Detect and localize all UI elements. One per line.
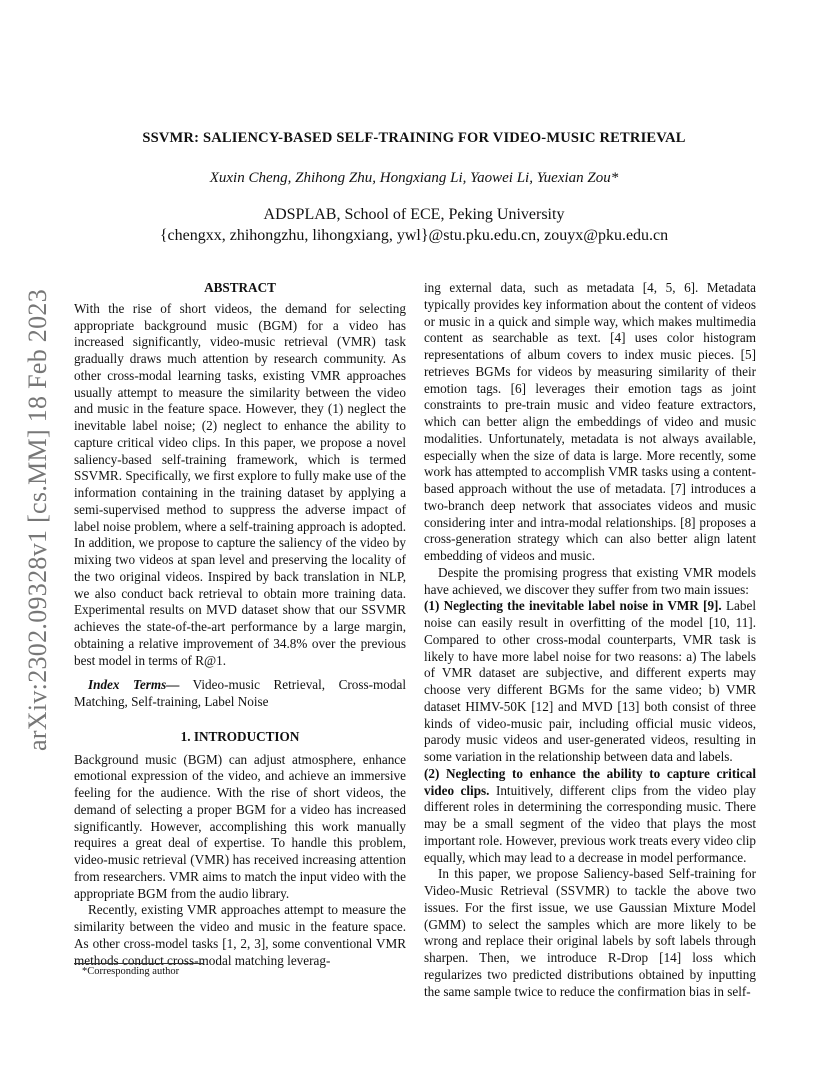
emails: {chengxx, zhihongzhu, lihongxiang, ywl}@stu.pku.edu.cn, zouyx@pku.edu.cn <box>159 227 669 244</box>
arxiv-stamp: arXiv:2302.09328v1 [cs.MM] 18 Feb 2023 <box>23 288 52 752</box>
affiliation: ADSPLAB, School of ECE, Peking University <box>263 206 565 223</box>
issue-2-title: (2) Neglecting to enhance the ability to capture critical video clips. <box>424 765 756 798</box>
abstract-heading: ABSTRACT <box>204 280 276 295</box>
left-column <box>74 280 406 969</box>
issue-1-text: Label noise can easily result in overfitting of the model [10, 11]. Compared to other cross-modal counterparts, VMR task is likely to have more label noise for two reasons: a) The labels of VMR dataset are subjective, and different experts may choose very different BGMs for the same video; b) VMR dataset HIMV-50K [12] and MVD [13] both consist of three kinds of video-music pair, including official music videos, parody music videos and user-generated videos, resulting in some variation in the relationship between data and labels. <box>424 598 756 764</box>
issue-1-title: (1) Neglecting the inevitable label noise in VMR [9]. <box>424 598 722 614</box>
right-paragraph-3: In this paper, we propose Saliency-based Self-training for Video-Music Retrieval (SSVMR) to tackle the above two issues. For the first issue, we use Gaussian Mixture Model (GMM) to select the samples which are more likely to be wrong and replace their original labels by soft labels through sharpen. Then, we introduce R-Drop [14] loss which regularizes two predicted distributions obtained by inputting the same sample twice to reduce the confirmation bias in self- <box>424 866 756 999</box>
index-terms <box>74 677 406 711</box>
right-column <box>424 280 756 1000</box>
abstract-text: With the rise of short videos, the demand for selecting appropriate background music (BGM) for a video has increased significantly, video-music retrieval (VMR) task gradually draws much attention by research community. As other cross-modal learning tasks, existing VMR approaches usually attempt to measure the similarity between the video and music in the feature space. However, they (1) neglect the inevitable label noise; (2) neglect to enhance the ability to capture critical video clips. In this paper, we propose a novel saliency-based self-training framework, which is termed SSVMR. Specifically, we first explore to fully make use of the information containing in the training dataset by applying a semi-supervised method to suppress the adverse impact of label noise problem, where a self-training approach is adopted. In addition, we propose to capture the saliency of the video by mixing two videos at span level and preserving the locality of the two original videos. Inspired by back translation in NLP, we also conduct back retrieval to obtain more training data. Experimental results on MVD dataset show that our SSVMR achieves the state-of-the-art performance by a large margin, obtaining a relative improvement of 34.8% over the previous best model in terms of R@1. <box>74 300 406 668</box>
right-paragraph-1: ing external data, such as metadata [4, 5, 6]. Metadata typically provides key information about the content of videos or music in a quick and simple way, which makes multimedia content as searchable as text. [4] uses color histogram representations of album covers to index music pieces. [5] retrieves BGMs for videos by measuring similarity of their emotion tags. [6] leverages their emotion tags as joint constraints to pre-train music and video feature extractors, which can better align the embeddings of video and music modalities. Unfortunately, metadata is not always available, especially when the size of data is large. More recently, some work has attempted to accomplish VMR tasks using a content-based approach without the use of metadata. [7] introduces a two-branch deep network that associates videos and music considering inter and intra-modal relationships. [8] proposes a cross-generation strategy which can also better align latent embedding of videos and music. <box>424 280 756 563</box>
index-terms-text: Video-music Retrieval, Cross-modal Matching, Self-training, Label Noise <box>74 677 406 709</box>
issue-2 <box>424 766 756 867</box>
footnote: *Corresponding author <box>82 966 180 977</box>
authors: Xuxin Cheng, Zhihong Zhu, Hongxiang Li, Yaowei Li, Yuexian Zou* <box>209 170 619 186</box>
issue-2-text: Intuitively, different clips from the video play different roles in determining the corresponding music. There may be a small segment of the video that plays the most important role. However, previous work treats every video clip equally, which may lead to a decrease in model performance. <box>424 782 756 865</box>
intro-paragraph-1: Background music (BGM) can adjust atmosphere, enhance emotional expression of the video, and achieve an immersive feeling for the audience. With the rise of short videos, the demand of selecting a proper BGM for a video has increased significantly. However, accomplishing this work manually requires a great deal of expertise. To handle this problem, video-music retrieval (VMR) has received increasing attention from researchers. VMR aims to match the input video with the appropriate BGM from the audio library. <box>74 751 406 901</box>
right-paragraph-2: Despite the promising progress that existing VMR models have achieved, we discover they suffer from two main issues: <box>424 564 756 597</box>
paper-title: SSVMR: SALIENCY-BASED SELF-TRAINING FOR VIDEO-MUSIC RETRIEVAL <box>142 130 686 146</box>
issue-1 <box>424 598 756 766</box>
index-terms-label: Index Terms— <box>88 677 180 693</box>
intro-heading: 1. INTRODUCTION <box>180 728 300 744</box>
footnote-rule <box>74 963 204 964</box>
intro-paragraph-2: Recently, existing VMR approaches attempt to measure the similarity between the video and music in the feature space. As other cross-model tasks [1, 2, 3], some conventional VMR methods conduct cross-modal matching leverag- <box>74 902 406 968</box>
